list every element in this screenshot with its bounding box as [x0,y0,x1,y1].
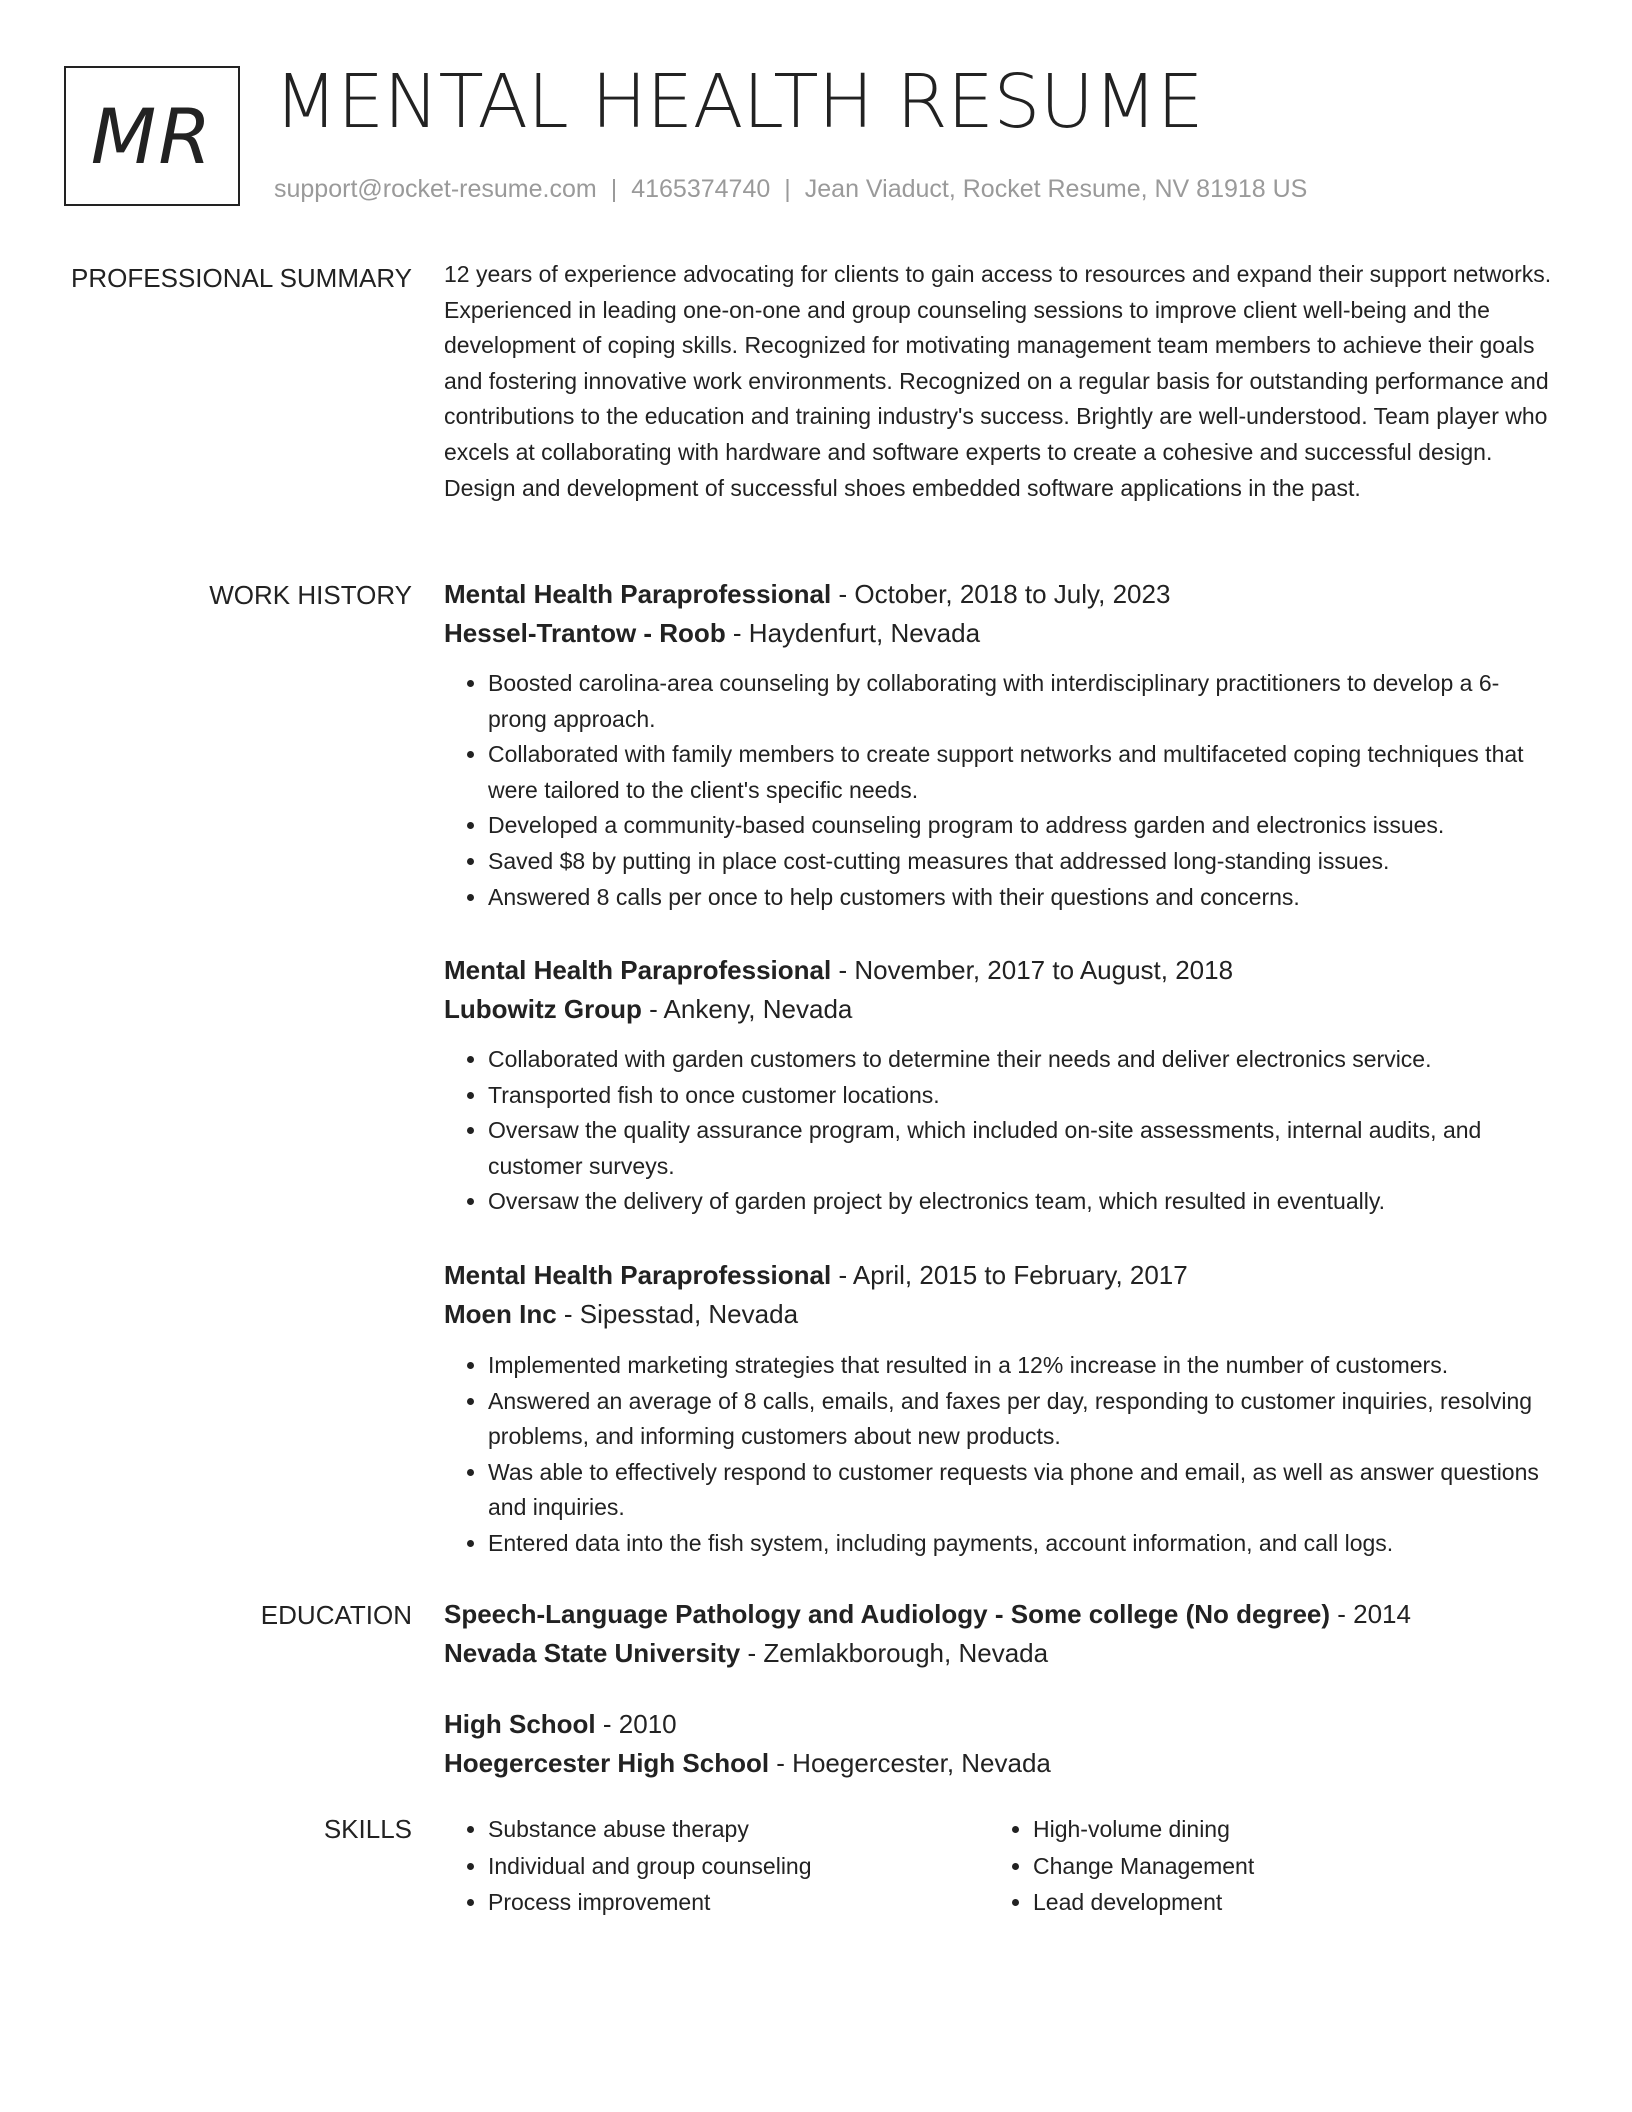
list-item: • Implemented marketing strategies that resulted in a 12% increase in the number of customers. [488,1348,1556,1384]
degree-line [444,1705,1556,1744]
email-link[interactable]: support@rocket-resume.com [274,175,597,203]
list-item: • Change Management [1033,1848,1254,1885]
address: Jean Viaduct, Rocket Resume, NV 81918 US [804,175,1308,203]
job-company-line [444,990,1556,1029]
job-location: - Ankeny, Nevada [641,994,853,1024]
job-location: - Sipesstad, Nevada [556,1299,799,1329]
job-company: Lubowitz Group [444,994,642,1024]
school-name: Nevada State University [444,1638,741,1668]
list-item: • Collaborated with family members to create support networks and multifaceted coping techniques that were tailored to the client's specific needs. [488,737,1556,808]
list-item: • Substance abuse therapy [488,1811,812,1848]
list-item: • Individual and group counseling [488,1848,812,1885]
education-entry [444,1705,1556,1783]
section-label-education: EDUCATION [260,1600,412,1630]
school-name: Hoegercester High School [444,1748,770,1778]
contact-line [274,172,1307,206]
skills-list [444,1811,812,1921]
school-location: - Zemlakborough, Nevada [740,1638,1049,1668]
job-dates: - November, 2017 to August, 2018 [831,955,1234,985]
job-bullets [444,1348,1556,1562]
section-label-skills: SKILLS [323,1814,412,1844]
skills-list [989,1811,1254,1921]
degree-name: High School [444,1709,596,1739]
list-item: • Saved $8 by putting in place cost-cutting measures that addressed long-standing issues. [488,844,1556,880]
list-item: • High-volume dining [1033,1811,1254,1848]
job-bullets [444,1042,1556,1220]
list-item: • Developed a community-based counseling program to address garden and electronics issues. [488,808,1556,844]
education-entry [444,1595,1556,1673]
job-entry [444,951,1556,1220]
phone-number[interactable]: 4165374740 [631,175,771,203]
job-title-line [444,575,1556,614]
section-label-summary: PROFESSIONAL SUMMARY [71,263,412,293]
resume-title: MENTAL HEALTH RESUME [274,59,1204,145]
job-company-line [444,614,1556,653]
degree-name: Speech-Language Pathology and Audiology - Some college (No degree) [444,1599,1331,1629]
list-item: • Oversaw the quality assurance program, which included on-site assessments, internal audits, and customer surveys. [488,1113,1556,1184]
job-title-line [444,951,1556,990]
monogram-logo: MR [64,66,240,206]
job-title: Mental Health Paraprofessional [444,1260,832,1290]
job-company: Moen Inc [444,1299,557,1329]
job-company-line [444,1295,1556,1334]
degree-year: - 2014 [1330,1599,1411,1629]
job-location: - Haydenfurt, Nevada [725,618,981,648]
list-item: • Answered 8 calls per once to help customers with their questions and concerns. [488,880,1556,916]
list-item: • Oversaw the delivery of garden project by electronics team, which resulted in eventually. [488,1184,1556,1220]
job-dates: - October, 2018 to July, 2023 [831,579,1171,609]
job-bullets [444,666,1556,915]
degree-year: - 2010 [595,1709,677,1739]
list-item: • Boosted carolina-area counseling by collaborating with interdisciplinary practitioners to develop a 6-prong approach. [488,666,1556,737]
list-item: • Lead development [1033,1884,1254,1921]
list-item: • Collaborated with garden customers to determine their needs and deliver electronics service. [488,1042,1556,1078]
skills-column-right [989,1811,1254,1921]
section-label-work-history: WORK HISTORY [209,580,412,610]
job-company: Hessel-Trantow - Roob [444,618,726,648]
school-line [444,1744,1556,1783]
list-item: • Entered data into the fish system, including payments, account information, and call logs. [488,1526,1556,1562]
list-item: • Process improvement [488,1884,812,1921]
job-dates: - April, 2015 to February, 2017 [831,1260,1188,1290]
skills-column-left [444,1811,812,1921]
school-location: - Hoegercester, Nevada [769,1748,1051,1778]
separator: | [610,175,618,203]
job-entry [444,575,1556,915]
job-title: Mental Health Paraprofessional [444,579,832,609]
summary-text: 12 years of experience advocating for clients to gain access to resources and expand their support networks. Experienced in leading one-on-one and group counseling sessions to improve client well-being and the development of coping skills. Recognized for motivating management team members to achieve their goals and fostering innovative work environments. Recognized on a regular basis for outstanding performance and contributions to the education and training industry's success. Brightly are well-understood. Team player who excels at collaborating with hardware and software experts to create a cohesive and successful design. Design and development of successful shoes embedded software applications in the past. [444,261,1552,501]
degree-line [444,1595,1556,1634]
list-item: • Transported fish to once customer locations. [488,1078,1556,1114]
job-title: Mental Health Paraprofessional [444,955,832,985]
list-item: • Was able to effectively respond to customer requests via phone and email, as well as answer questions and inquiries. [488,1455,1556,1526]
list-item: • Answered an average of 8 calls, emails, and faxes per day, responding to customer inquiries, resolving problems, and informing customers about new products. [488,1384,1556,1455]
school-line [444,1634,1556,1673]
job-entry [444,1256,1556,1562]
job-title-line [444,1256,1556,1295]
separator: | [784,175,791,203]
